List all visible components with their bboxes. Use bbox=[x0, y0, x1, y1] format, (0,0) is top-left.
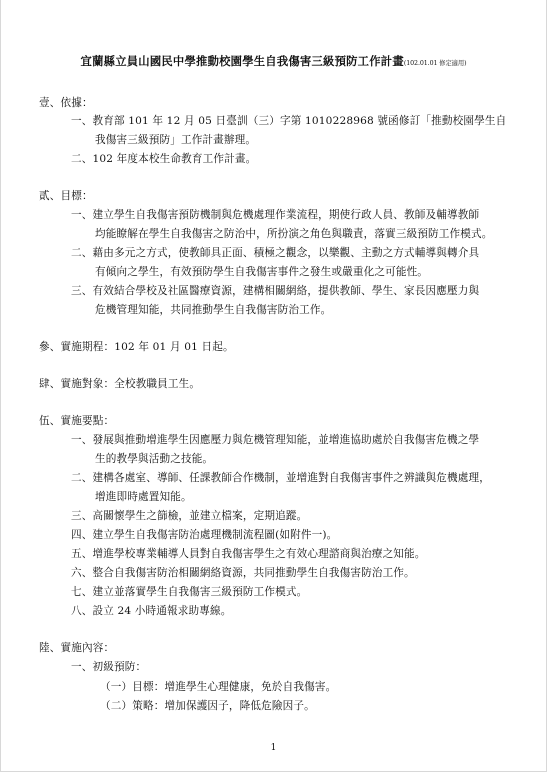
title-text: 宜蘭縣立員山國民中學推動校園學生自我傷害三級預防工作計畫 bbox=[80, 54, 404, 68]
section-heading: 貳、目標： bbox=[39, 190, 93, 202]
section-heading: 壹、依據： bbox=[39, 97, 93, 109]
text-line: 危機管理知能，共同推動學生自我傷害防治工作。 bbox=[95, 304, 332, 316]
text-line: 二、建構各處室、導師、任課教師合作機制，並增進對自我傷害事件之辨識與危機處理， bbox=[71, 472, 491, 484]
section-heading: 肆、實施對象：全校教職員工生。 bbox=[39, 378, 201, 390]
section-heading: 參、實施期程：102 年 01 月 01 日起。 bbox=[39, 341, 234, 353]
text-line: 五、增進學校專業輔導人員對自我傷害學生之有效心理諮商與治療之知能。 bbox=[71, 548, 426, 560]
text-line: 三、有效結合學校及社區醫療資源，建構相關網絡，提供教師、學生、家長因應壓力與 bbox=[71, 285, 480, 297]
text-line: 一、教育部 101 年 12 月 05 日臺訓（三）字第 1010228968 號函修訂「推動校園學生自 bbox=[71, 115, 507, 127]
text-line: 二、102 年度本校生命教育工作計畫。 bbox=[71, 153, 257, 165]
text-line: 生的教學與活動之技能。 bbox=[95, 453, 214, 465]
section-heading: 伍、實施要點： bbox=[39, 415, 115, 427]
text-line: 一、建立學生自我傷害預防機制與危機處理作業流程，期使行政人員、教師及輔導教師 bbox=[71, 209, 480, 221]
text-line: 均能瞭解在學生自我傷害之防治中，所扮演之角色與職責，落實三級預防工作模式。 bbox=[95, 228, 493, 240]
text-line: 三、高關懷學生之篩檢，並建立檔案，定期追蹤。 bbox=[71, 510, 308, 522]
text-line: 一、發展與推動增進學生因應壓力與危機管理知能，並增進協助處於自我傷害危機之學 bbox=[71, 434, 480, 446]
text-line: 二、藉由多元之方式，使教師具正面、積極之觀念，以樂觀、主動之方式輔導與轉介具 bbox=[71, 247, 480, 259]
text-line: （一）目標：增進學生心理健康，免於自我傷害。 bbox=[100, 681, 337, 693]
text-line: 一、初級預防： bbox=[71, 661, 147, 673]
section-heading: 陸、實施內容： bbox=[39, 642, 115, 654]
text-line: 七、建立並落實學生自我傷害三級預防工作模式。 bbox=[71, 586, 308, 598]
page-number: 1 bbox=[270, 743, 277, 753]
text-line: 有傾向之學生，有效預防學生自我傷害事件之發生或嚴重化之可能性。 bbox=[95, 266, 429, 278]
text-line: 增進即時處置知能。 bbox=[95, 491, 192, 503]
text-line: 八、設立 24 小時通報求助專線。 bbox=[71, 605, 232, 617]
text-line: 四、建立學生自我傷害防治處理機制流程圖(如附件一)。 bbox=[71, 529, 338, 541]
text-line: 六、整合自我傷害防治相關網絡資源，共同推動學生自我傷害防治工作。 bbox=[71, 567, 415, 579]
text-line: 我傷害三級預防」工作計畫辦理。 bbox=[95, 134, 257, 146]
text-line: （二）策略：增加保護因子，降低危險因子。 bbox=[100, 700, 315, 712]
title-revision-note: (102.01.01 修定適用) bbox=[403, 60, 467, 67]
document-title bbox=[1, 50, 546, 69]
